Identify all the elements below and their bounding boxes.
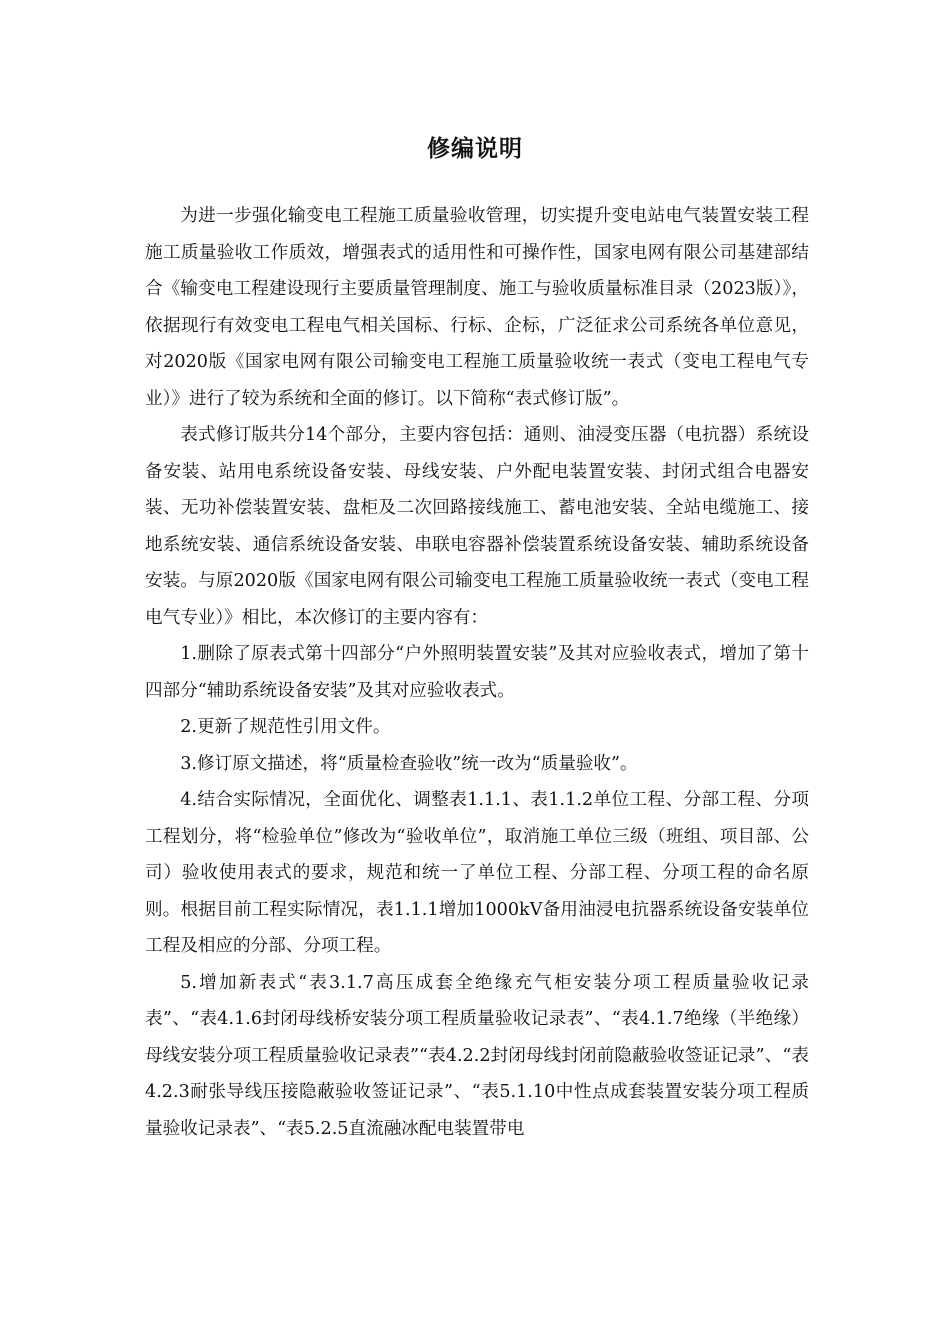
paragraph-item-3: 3.修订原文描述，将“质量检查验收”统一改为“质量验收”。 xyxy=(180,753,638,774)
paragraph-item-1: 1.删除了原表式第十四部分“户外照明装置安装”及其对应验收表式，增加了第十四部分“辅助系统设备安装”及其对应验收表式。 xyxy=(145,644,809,701)
document-body xyxy=(145,198,809,1147)
paragraph-item-4: 4.结合实际情况，全面优化、调整表1.1.1、表1.1.2单位工程、分部工程、分项工程划分，将“检验单位”修改为“验收单位”，取消施工单位三级（班组、项目部、公司）验收使用表式的要求，规范和统一了单位工程、分部工程、分项工程的命名原则。根据目前工程实际情况，表1.1.1增加1000kV备用油浸电抗器系统设备安装单位工程及相应的分部、分项工程。 xyxy=(145,790,809,956)
paragraph-overview: 表式修订版共分14个部分，主要内容包括：通则、油浸变压器（电抗器）系统设备安装、站用电系统设备安装、母线安装、户外配电装置安装、封闭式组合电器安装、无功补偿装置安装、盘柜及二次回路接线施工、蓄电池安装、全站电缆施工、接地系统安装、通信系统设备安装、串联电容器补偿装置系统设备安装、辅助系统设备安装。与原2020版《国家电网有限公司输变电工程施工质量验收统一表式（变电工程电气专业）》相比，本次修订的主要内容有： xyxy=(145,425,809,628)
page-title: 修编说明 xyxy=(427,136,523,162)
paragraph-item-5: 5.增加新表式“表3.1.7高压成套全绝缘充气柜安装分项工程质量验收记录表”、“表4.1.6封闭母线桥安装分项工程质量验收记录表”、“表4.1.7绝缘（半绝缘）母线安装分项工程质量验收记录表”“表4.2.2封闭母线封闭前隐蔽验收签证记录”、“表4.2.3耐张导线压接隐蔽验收签证记录”、“表5.1.10中性点成套装置安装分项工程质量验收记录表”、“表5.2.5直流融冰配电装置带电 xyxy=(145,972,809,1139)
paragraph-intro: 为进一步强化输变电工程施工质量验收管理，切实提升变电站电气装置安装工程施工质量验收工作质效，增强表式的适用性和可操作性，国家电网有限公司基建部结合《输变电工程建设现行主要质量管理制度、施工与验收质量标准目录（2023版）》，依据现行有效变电工程电气相关国标、行标、企标，广泛征求公司系统各单位意见，对2020版《国家电网有限公司输变电工程施工质量验收统一表式（变电工程电气专业）》进行了较为系统和全面的修订。以下简称“表式修订版”。 xyxy=(145,206,809,409)
paragraph-item-2: 2.更新了规范性引用文件。 xyxy=(180,717,391,737)
